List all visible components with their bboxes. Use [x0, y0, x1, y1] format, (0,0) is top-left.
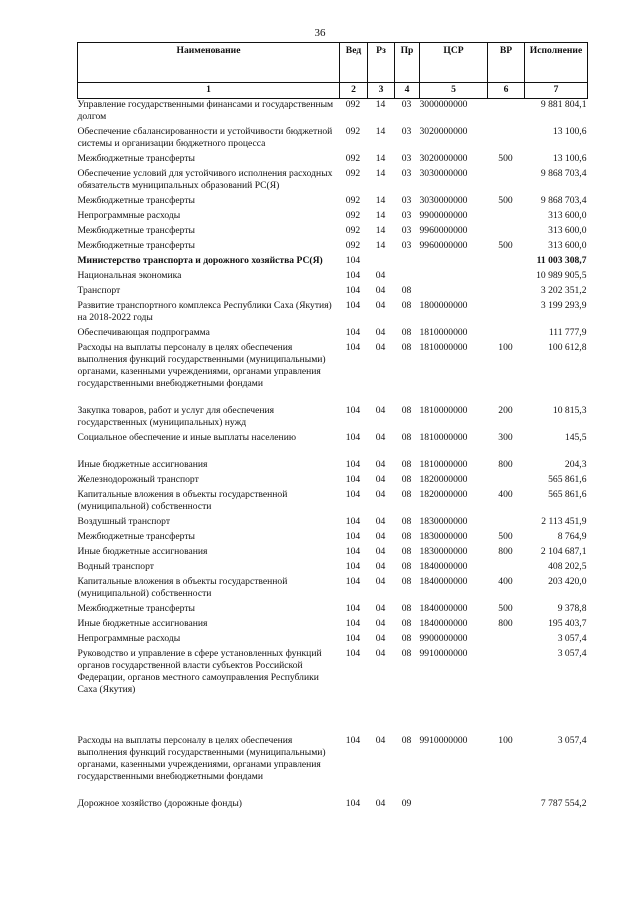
row-csr: 1810000000	[419, 459, 468, 470]
table-row	[78, 531, 588, 546]
row-amount: 7 787 554,2	[540, 798, 587, 809]
row-pr: 08	[401, 546, 412, 557]
row-vr	[488, 225, 525, 240]
table-body	[78, 99, 588, 814]
row-vr	[488, 474, 525, 489]
row-amount: 565 861,6	[548, 489, 587, 500]
table-row	[78, 210, 588, 225]
row-name: Межбюджетные трансферты	[77, 531, 195, 542]
row-pr: 08	[401, 300, 412, 311]
row-vr	[488, 168, 525, 195]
row-vr	[488, 633, 525, 648]
row-csr: 1840000000	[419, 576, 468, 587]
row-name: Межбюджетные трансферты	[77, 225, 195, 236]
row-csr: 9900000000	[419, 633, 468, 644]
row-rz: 04	[375, 270, 386, 281]
row-ved: 104	[345, 735, 361, 746]
row-pr: 08	[401, 648, 412, 659]
row-csr: 1830000000	[419, 546, 468, 557]
row-ved: 104	[345, 489, 361, 500]
row-vr	[488, 561, 525, 576]
row-vr: 300	[498, 432, 513, 443]
row-rz: 04	[375, 405, 386, 416]
row-amount: 3 199 293,9	[540, 300, 587, 311]
row-amount: 3 057,4	[557, 648, 587, 659]
row-csr: 3020000000	[419, 153, 468, 164]
row-rz: 04	[375, 546, 386, 557]
table-row	[78, 432, 588, 459]
row-pr: 08	[401, 432, 412, 443]
row-vr: 400	[498, 489, 513, 500]
header-vr: ВР	[488, 43, 525, 83]
row-amount: 10 989 905,5	[536, 270, 587, 281]
table-row	[78, 633, 588, 648]
row-vr	[488, 798, 525, 813]
table-row	[78, 648, 588, 735]
row-vr	[488, 99, 525, 127]
row-ved: 092	[345, 153, 361, 164]
row-pr: 03	[401, 210, 412, 221]
row-name: Капитальные вложения в объекты государственной (муниципальной) собственности	[77, 489, 288, 512]
row-amount: 2 113 451,9	[541, 516, 587, 527]
table-row	[78, 459, 588, 474]
row-vr	[488, 270, 525, 285]
row-ved: 104	[345, 798, 361, 809]
row-amount: 9 881 804,1	[540, 99, 587, 110]
row-vr: 500	[498, 153, 513, 164]
row-csr	[420, 255, 488, 270]
row-csr: 1830000000	[419, 516, 468, 527]
row-pr: 08	[401, 576, 412, 587]
row-vr: 100	[498, 735, 513, 746]
budget-table	[77, 42, 588, 813]
row-pr: 08	[401, 735, 412, 746]
column-number: 5	[420, 83, 488, 99]
table-row	[78, 489, 588, 516]
row-rz: 14	[375, 225, 386, 236]
row-amount: 9 378,8	[557, 603, 587, 614]
row-rz: 04	[375, 618, 386, 629]
row-amount: 203 420,0	[548, 576, 587, 587]
row-csr	[420, 285, 488, 300]
row-ved: 104	[345, 474, 361, 485]
row-name: Иные бюджетные ассигнования	[77, 546, 208, 557]
row-name: Министерство транспорта и дорожного хозяйства РС(Я)	[77, 255, 323, 266]
row-vr: 800	[498, 618, 513, 629]
row-ved: 104	[345, 576, 361, 587]
row-name: Непрограммные расходы	[77, 633, 181, 644]
row-amount: 9 868 703,4	[540, 168, 587, 179]
row-rz: 14	[375, 99, 386, 110]
row-csr: 9910000000	[419, 735, 468, 746]
column-number: 7	[525, 83, 588, 99]
table-row	[78, 603, 588, 618]
row-csr: 1840000000	[419, 561, 468, 572]
row-amount: 145,5	[564, 432, 587, 443]
row-rz: 04	[375, 459, 386, 470]
row-pr: 08	[401, 489, 412, 500]
row-ved: 104	[345, 432, 361, 443]
row-ved: 104	[345, 255, 361, 266]
row-vr	[488, 285, 525, 300]
row-ved: 104	[345, 270, 361, 281]
row-csr: 1810000000	[419, 405, 468, 416]
row-name: Иные бюджетные ассигнования	[77, 459, 208, 470]
row-ved: 104	[345, 285, 361, 296]
row-rz: 04	[375, 603, 386, 614]
row-amount: 408 202,5	[548, 561, 587, 572]
row-csr: 1840000000	[419, 618, 468, 629]
row-rz: 04	[375, 285, 386, 296]
row-ved: 104	[345, 327, 361, 338]
table-row	[78, 285, 588, 300]
table-row	[78, 270, 588, 285]
row-pr: 08	[401, 633, 412, 644]
row-csr: 9900000000	[419, 210, 468, 221]
row-csr: 1810000000	[419, 327, 468, 338]
row-amount: 13 100,6	[552, 153, 587, 164]
row-rz: 04	[375, 516, 386, 527]
row-csr: 9960000000	[419, 240, 468, 251]
row-amount: 11 003 308,7	[536, 255, 587, 266]
row-pr: 03	[401, 168, 412, 179]
row-ved: 104	[345, 405, 361, 416]
row-amount: 3 202 351,2	[540, 285, 587, 296]
row-name: Социальное обеспечение и иные выплаты населению	[77, 432, 296, 443]
row-amount: 100 612,8	[548, 342, 587, 353]
row-rz: 04	[375, 735, 386, 746]
row-pr: 08	[401, 285, 412, 296]
page-number: 36	[314, 27, 326, 39]
row-name: Межбюджетные трансферты	[77, 195, 195, 206]
table-row	[78, 474, 588, 489]
row-name: Руководство и управление в сфере установленных функций органов государственной власти субъектов Российской Федерации, органов местного самоуправления Республики Саха (Якутия)	[77, 648, 322, 695]
row-ved: 104	[345, 300, 361, 311]
row-pr: 08	[401, 342, 412, 353]
row-amount: 565 861,6	[548, 474, 587, 485]
row-ved: 104	[345, 603, 361, 614]
row-csr: 1800000000	[419, 300, 468, 311]
row-amount: 9 868 703,4	[540, 195, 587, 206]
row-amount: 2 104 687,1	[540, 546, 587, 557]
table-row	[78, 576, 588, 603]
table-row	[78, 153, 588, 168]
row-name: Обеспечение сбалансированности и устойчивости бюджетной системы и организации бюджетного процесса	[77, 126, 333, 149]
table-row	[78, 735, 588, 798]
row-amount: 313 600,0	[548, 225, 587, 236]
row-vr: 500	[498, 195, 513, 206]
header-pr: Пр	[395, 43, 420, 83]
row-rz: 04	[375, 531, 386, 542]
row-rz: 14	[375, 195, 386, 206]
row-name: Иные бюджетные ассигнования	[77, 618, 208, 629]
row-ved: 104	[345, 531, 361, 542]
table-row	[78, 618, 588, 633]
row-vr: 500	[498, 531, 513, 542]
row-ved: 104	[345, 633, 361, 644]
row-vr: 400	[498, 576, 513, 587]
row-rz: 14	[375, 240, 386, 251]
row-name: Дорожное хозяйство (дорожные фонды)	[77, 798, 242, 809]
row-pr: 08	[401, 531, 412, 542]
row-ved: 092	[345, 195, 361, 206]
row-csr: 3000000000	[419, 99, 468, 110]
row-vr: 800	[498, 459, 513, 470]
row-pr: 03	[401, 240, 412, 251]
table-row	[78, 546, 588, 561]
column-number: 4	[395, 83, 420, 99]
row-pr: 03	[401, 195, 412, 206]
table-row	[78, 516, 588, 531]
row-csr: 3030000000	[419, 168, 468, 179]
row-name: Обеспечивающая подпрограмма	[77, 327, 210, 338]
row-vr	[488, 300, 525, 327]
row-csr	[420, 270, 488, 285]
table-row	[78, 798, 588, 813]
row-amount: 195 403,7	[548, 618, 587, 629]
row-name: Национальная экономика	[77, 270, 182, 281]
row-vr: 200	[498, 405, 513, 416]
header-ved: Вед	[340, 43, 368, 83]
row-vr: 500	[498, 603, 513, 614]
row-pr: 09	[401, 798, 412, 809]
row-amount: 204,3	[564, 459, 587, 470]
row-rz: 04	[375, 342, 386, 353]
row-name: Воздушный транспорт	[77, 516, 171, 527]
row-ved: 092	[345, 225, 361, 236]
row-name: Управление государственными финансами и государственным долгом	[77, 99, 334, 122]
row-rz: 04	[375, 489, 386, 500]
row-rz: 14	[375, 153, 386, 164]
row-ved: 104	[345, 618, 361, 629]
row-pr: 08	[401, 561, 412, 572]
row-pr: 08	[401, 618, 412, 629]
table-row	[78, 405, 588, 432]
table-row	[78, 255, 588, 270]
table-row	[78, 225, 588, 240]
row-rz: 14	[375, 168, 386, 179]
row-name: Расходы на выплаты персоналу в целях обеспечения выполнения функций государственными (муниципальными) органами, казенными учреждениями, органами управления государственными внебюджетными фондами	[77, 342, 326, 389]
row-pr: 03	[401, 153, 412, 164]
row-vr: 800	[498, 546, 513, 557]
row-pr: 03	[401, 99, 412, 110]
row-name: Водный транспорт	[77, 561, 154, 572]
row-pr: 08	[401, 474, 412, 485]
row-pr: 08	[401, 516, 412, 527]
table-row	[78, 342, 588, 405]
row-vr	[488, 327, 525, 342]
row-csr: 1840000000	[419, 603, 468, 614]
row-ved: 104	[345, 342, 361, 353]
row-pr: 03	[401, 126, 412, 137]
row-ved: 092	[345, 126, 361, 137]
row-name: Межбюджетные трансферты	[77, 153, 195, 164]
column-number: 1	[78, 83, 340, 99]
row-amount: 111 777,9	[548, 327, 587, 338]
row-csr: 1810000000	[419, 432, 468, 443]
row-amount: 3 057,4	[557, 633, 587, 644]
row-rz: 04	[375, 474, 386, 485]
row-name: Развитие транспортного комплекса Республики Саха (Якутия) на 2018-2022 годы	[77, 300, 332, 323]
row-amount: 8 764,9	[557, 531, 587, 542]
row-vr	[488, 516, 525, 531]
row-name: Железнодорожный транспорт	[77, 474, 199, 485]
row-pr: 03	[401, 225, 412, 236]
row-vr	[488, 255, 525, 270]
row-csr: 1810000000	[419, 342, 468, 353]
row-name: Непрограммные расходы	[77, 210, 181, 221]
table-row	[78, 327, 588, 342]
header-amount: Исполнение	[525, 43, 588, 83]
row-ved: 104	[345, 459, 361, 470]
row-amount: 3 057,4	[557, 735, 587, 746]
table-row	[78, 99, 588, 127]
row-pr: 08	[401, 405, 412, 416]
row-ved: 092	[345, 99, 361, 110]
row-ved: 092	[345, 240, 361, 251]
row-ved: 104	[345, 546, 361, 557]
row-amount: 10 815,3	[552, 405, 587, 416]
row-ved: 092	[345, 210, 361, 221]
row-name: Межбюджетные трансферты	[77, 603, 195, 614]
row-rz: 14	[375, 126, 386, 137]
header-rz: Рз	[368, 43, 395, 83]
row-ved: 104	[345, 648, 361, 659]
row-rz: 04	[375, 633, 386, 644]
header-row	[78, 43, 588, 83]
row-vr	[488, 210, 525, 225]
row-rz	[368, 255, 395, 270]
row-pr	[395, 270, 420, 285]
table-row	[78, 126, 588, 153]
row-vr: 500	[498, 240, 513, 251]
row-name: Капитальные вложения в объекты государственной (муниципальной) собственности	[77, 576, 288, 599]
row-csr	[420, 798, 488, 813]
row-name: Обеспечение условий для устойчивого исполнения расходных обязательств муниципальных образований РС(Я)	[77, 168, 333, 191]
row-rz: 04	[375, 648, 386, 659]
row-rz: 04	[375, 576, 386, 587]
row-ved: 092	[345, 168, 361, 179]
row-csr: 3020000000	[419, 126, 468, 137]
row-name: Межбюджетные трансферты	[77, 240, 195, 251]
header-name: Наименование	[78, 43, 340, 83]
row-csr: 9960000000	[419, 225, 468, 236]
row-csr: 1830000000	[419, 531, 468, 542]
row-pr: 08	[401, 459, 412, 470]
table-row	[78, 168, 588, 195]
row-amount: 313 600,0	[548, 240, 587, 251]
table-row	[78, 195, 588, 210]
row-rz: 04	[375, 327, 386, 338]
column-number: 3	[368, 83, 395, 99]
table-row	[78, 300, 588, 327]
row-csr: 1820000000	[419, 489, 468, 500]
row-name: Закупка товаров, работ и услуг для обеспечения государственных (муниципальных) нужд	[77, 405, 275, 428]
row-csr: 9910000000	[419, 648, 468, 659]
row-amount: 313 600,0	[548, 210, 587, 221]
table-row	[78, 561, 588, 576]
header-csr: ЦСР	[420, 43, 488, 83]
row-pr: 08	[401, 603, 412, 614]
row-amount: 13 100,6	[552, 126, 587, 137]
row-vr	[488, 648, 525, 735]
row-vr	[488, 126, 525, 153]
row-rz: 04	[375, 798, 386, 809]
row-name: Транспорт	[77, 285, 121, 296]
row-rz: 04	[375, 432, 386, 443]
row-csr: 1820000000	[419, 474, 468, 485]
column-number: 6	[488, 83, 525, 99]
row-rz: 14	[375, 210, 386, 221]
row-ved: 104	[345, 561, 361, 572]
row-pr	[395, 255, 420, 270]
column-number: 2	[340, 83, 368, 99]
row-ved: 104	[345, 516, 361, 527]
row-pr: 08	[401, 327, 412, 338]
row-vr: 100	[498, 342, 513, 353]
table-row	[78, 240, 588, 255]
row-csr: 3030000000	[419, 195, 468, 206]
row-rz: 04	[375, 561, 386, 572]
row-name: Расходы на выплаты персоналу в целях обеспечения выполнения функций государственными (муниципальными) органами, казенными учреждениями, органами управления государственными внебюджетными фондами	[77, 735, 326, 782]
column-number-row	[78, 83, 588, 99]
row-rz: 04	[375, 300, 386, 311]
